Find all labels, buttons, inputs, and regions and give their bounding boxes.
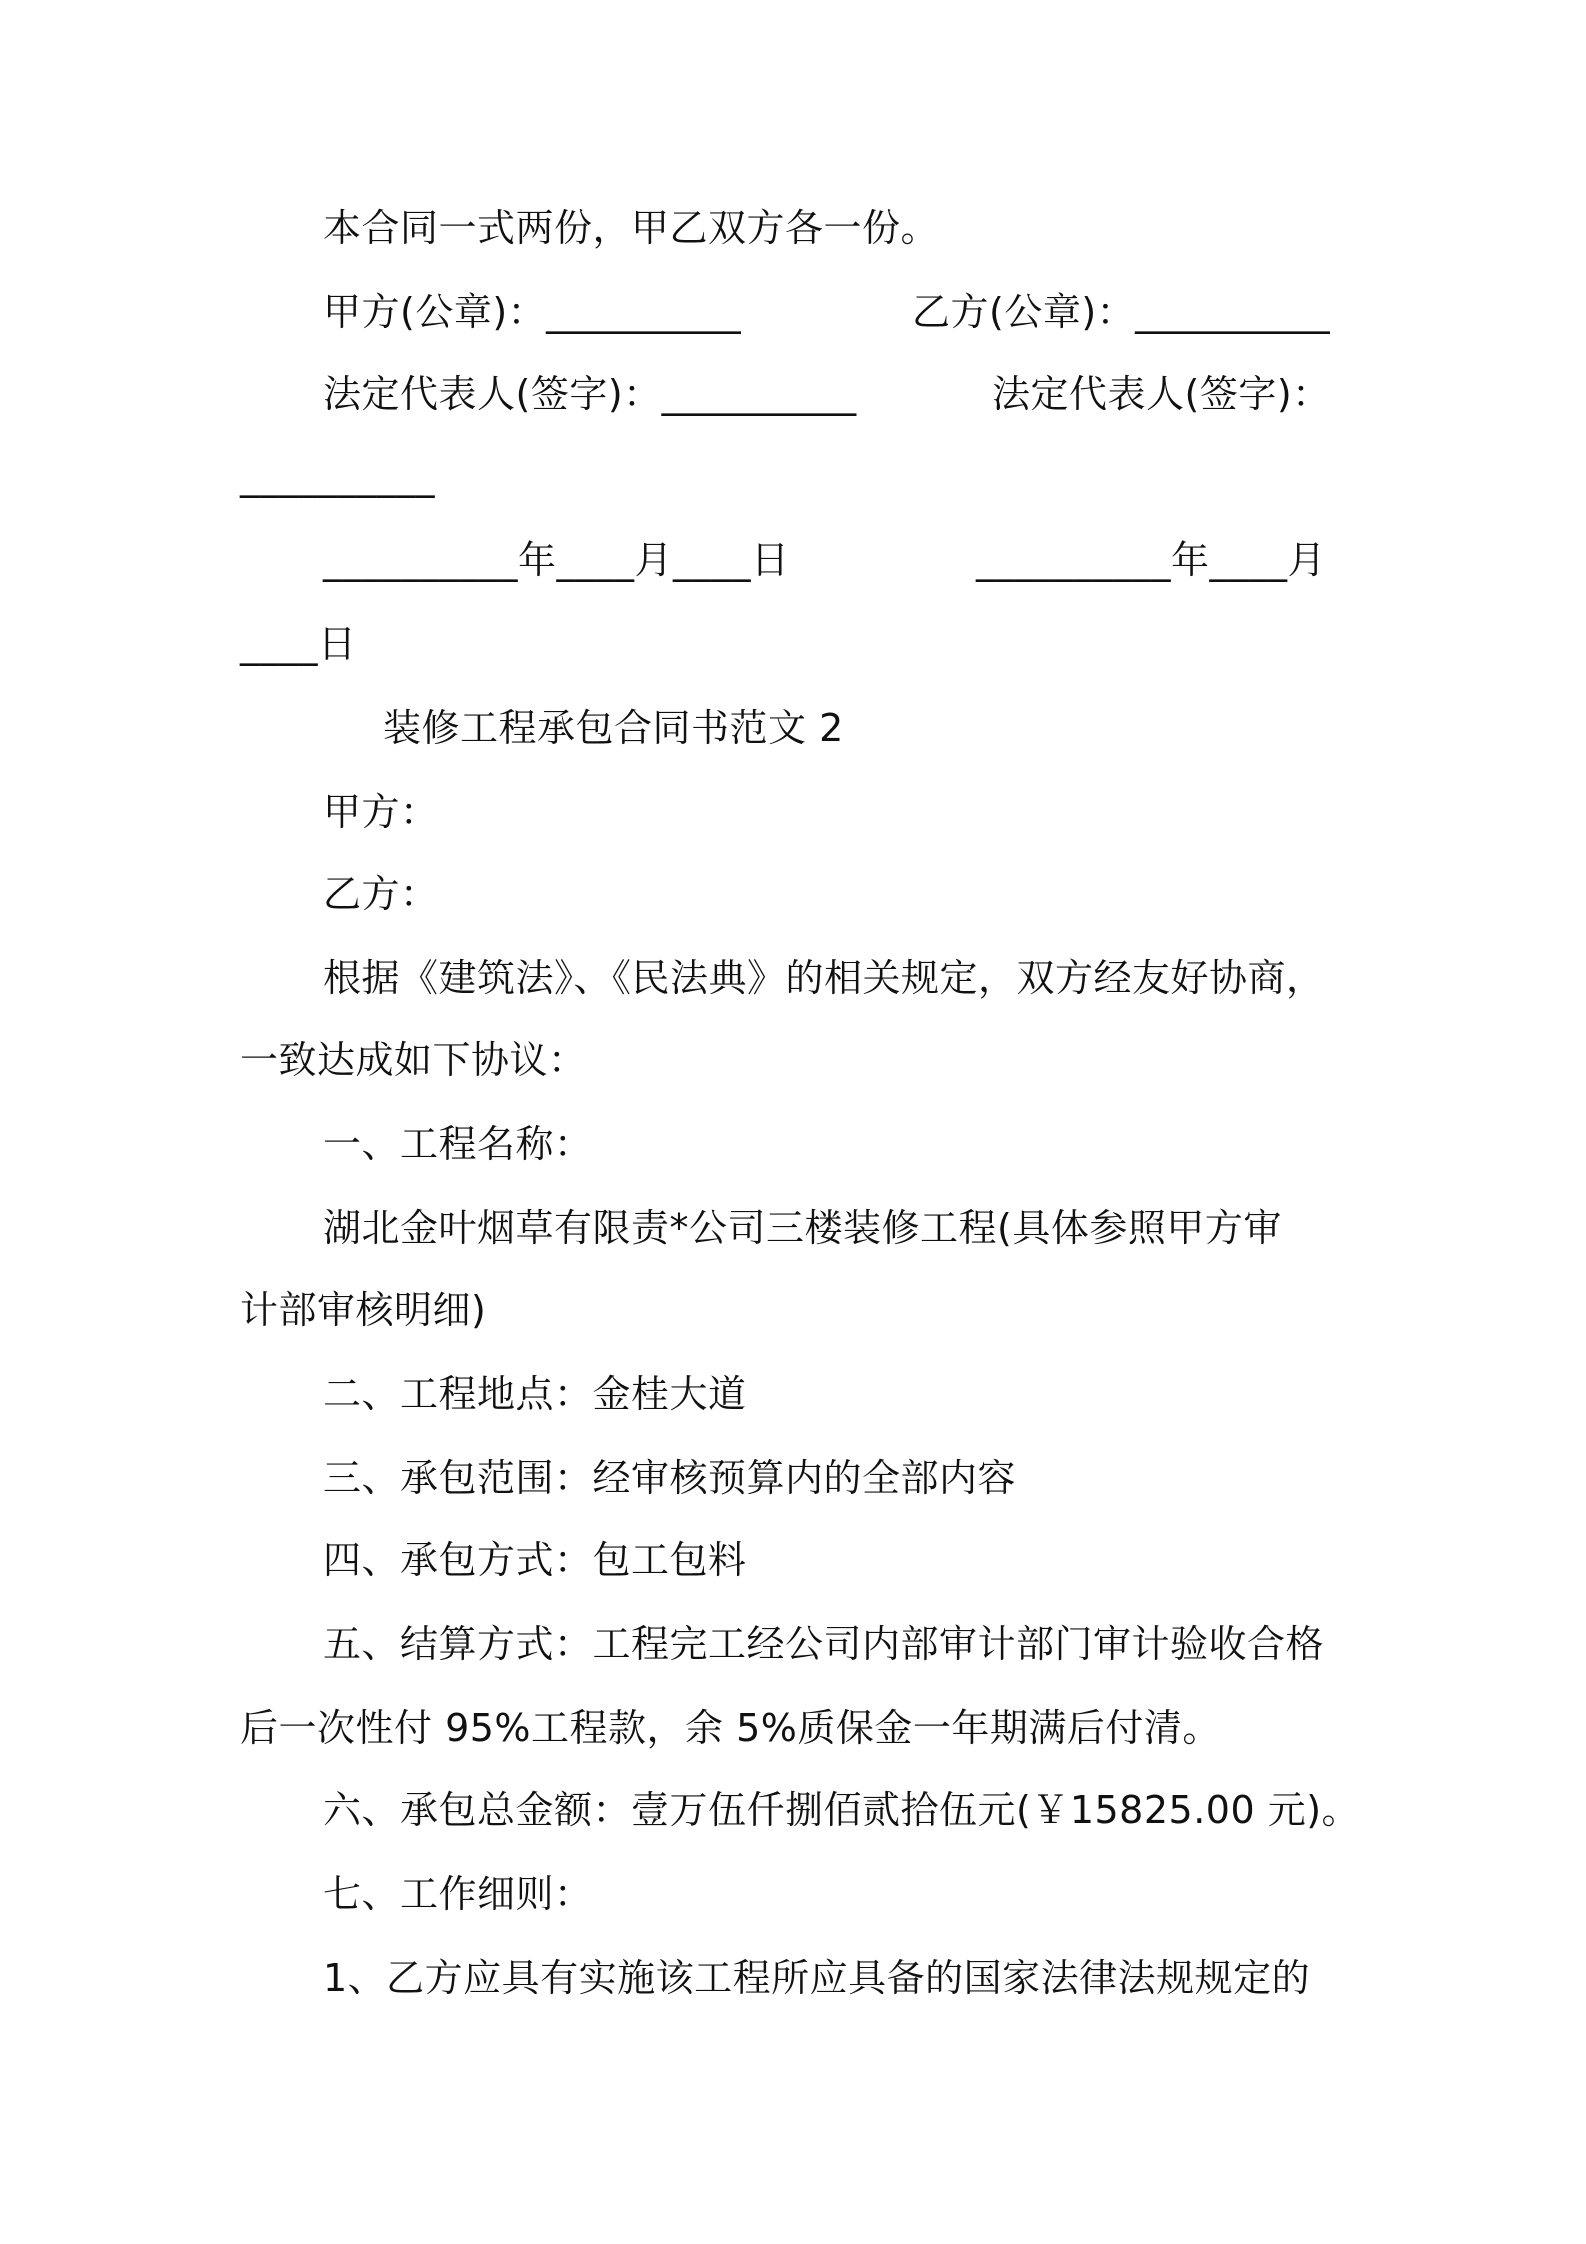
party-a-date-line: __________年____月____日 [323, 538, 790, 582]
party-b-label: 乙方： [323, 872, 439, 916]
party-b-date-line: __________年____月 [976, 538, 1327, 582]
clause-7-heading: 七、工作细则： [323, 1872, 593, 1916]
clause-1-heading: 一、工程名称： [323, 1122, 593, 1166]
party-b-date-day: ____日 [240, 622, 357, 666]
preamble-line-1: 根据《建筑法》、《民法典》的相关规定，双方经友好协商， [323, 956, 1325, 1000]
clause-5-line-2: 后一次性付 95%工程款，余 5%质保金一年期满后付清。 [240, 1706, 1221, 1750]
clause-3: 三、承包范围：经审核预算内的全部内容 [323, 1456, 1017, 1500]
party-b-seal-line: 乙方(公章)：__________ [912, 290, 1331, 334]
clause-2: 二、工程地点：金桂大道 [323, 1372, 747, 1416]
preamble-line-2: 一致达成如下协议： [240, 1038, 587, 1082]
party-b-rep-signature-label: 法定代表人(签字)： [992, 372, 1331, 416]
party-a-rep-signature-line: 法定代表人(签字)：__________ [323, 372, 857, 416]
clause-1-text-line-2: 计部审核明细) [240, 1288, 487, 1332]
party-a-seal-line: 甲方(公章)：__________ [323, 290, 742, 334]
party-a-label: 甲方： [323, 790, 439, 834]
clause-6: 六、承包总金额：壹万伍仟捌佰贰拾伍元(￥15825.00 元)。 [323, 1788, 1361, 1832]
clause-7-item-1: 1、乙方应具有实施该工程所应具备的国家法律法规规定的 [323, 1956, 1311, 2000]
section-title: 装修工程承包合同书范文 2 [383, 706, 844, 750]
party-b-rep-signature-blank: __________ [240, 454, 435, 498]
clause-4: 四、承包方式：包工包料 [323, 1538, 747, 1582]
clause-5-line-1: 五、结算方式：工程完工经公司内部审计部门审计验收合格 [323, 1622, 1325, 1666]
clause-1-text-line-1: 湖北金叶烟草有限责*公司三楼装修工程(具体参照甲方审 [323, 1206, 1282, 1250]
copies-clause: 本合同一式两份，甲乙双方各一份。 [323, 206, 940, 250]
